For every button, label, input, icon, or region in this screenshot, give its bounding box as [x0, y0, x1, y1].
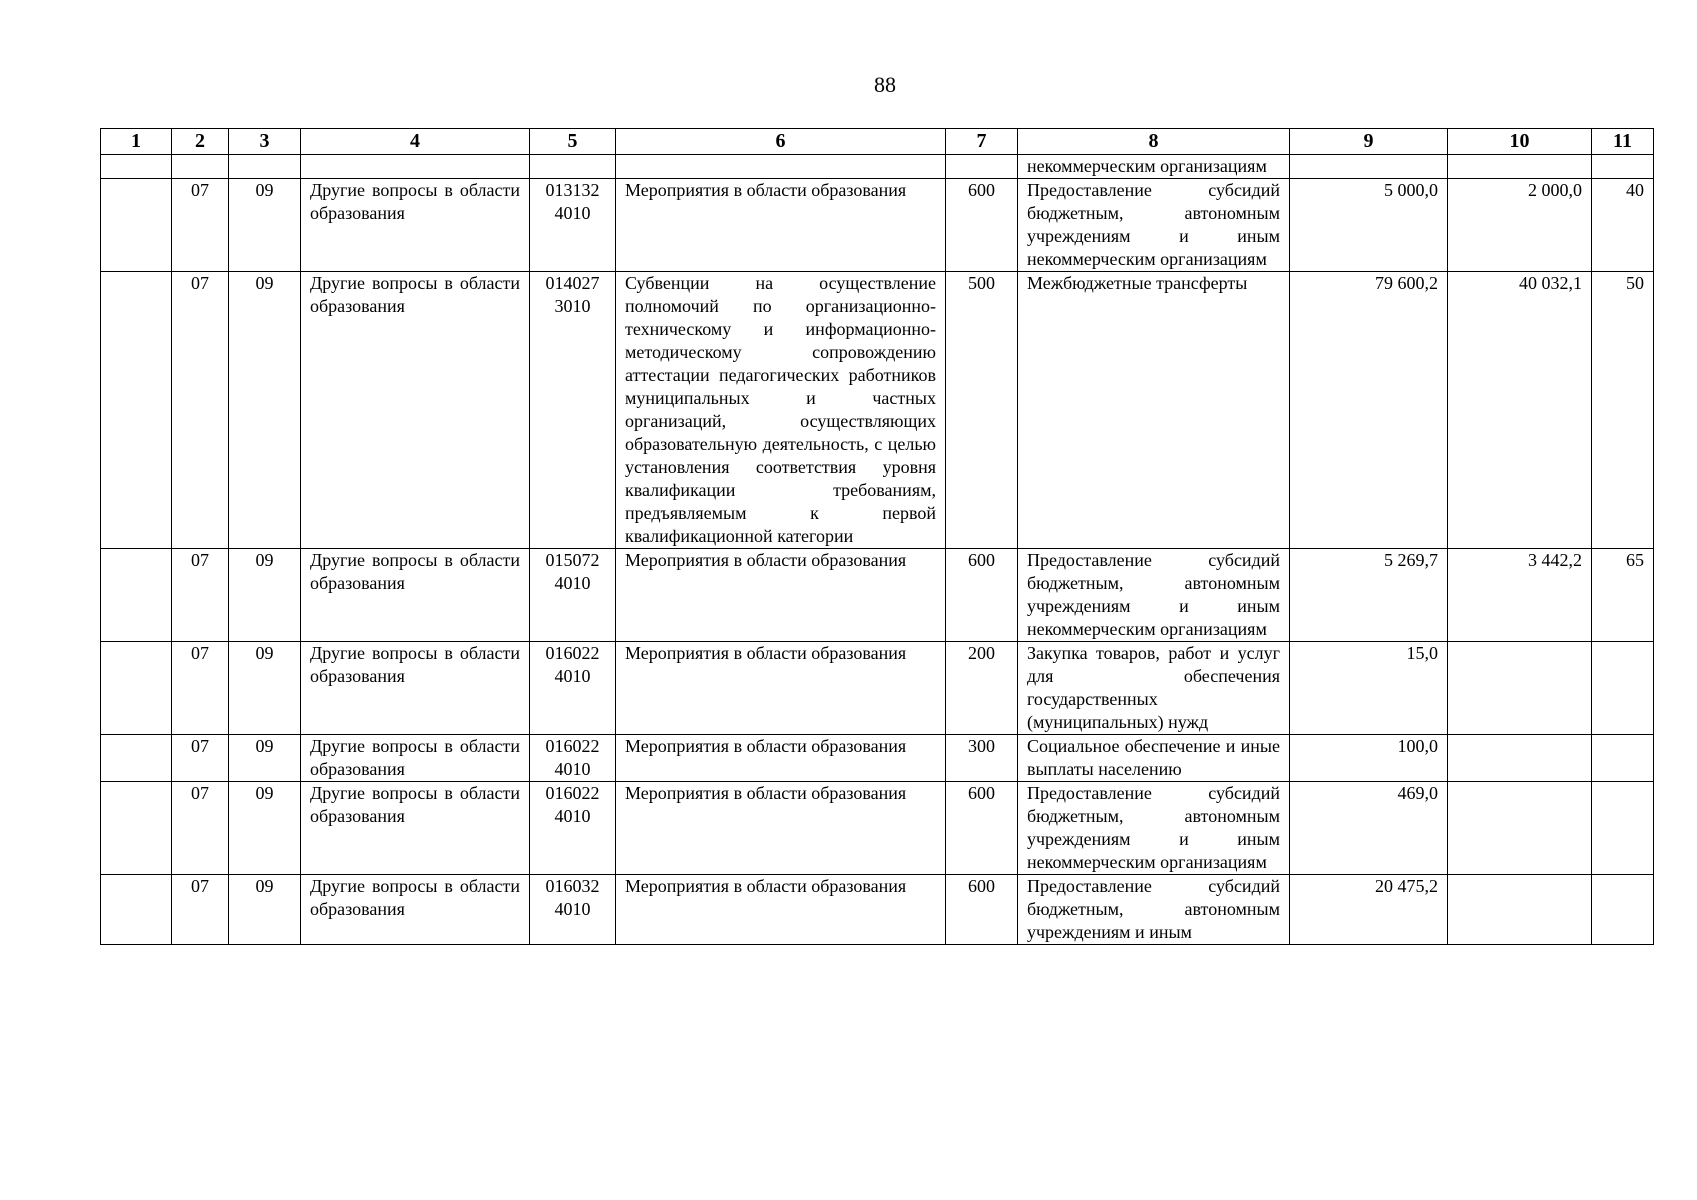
- cell-subsection-name: Другие вопросы в области образования: [301, 782, 530, 875]
- cell-percent-col11: 65: [1592, 549, 1654, 642]
- col-header-1: 1: [101, 129, 172, 155]
- cell-section: 07: [172, 735, 229, 782]
- cell-target-code: 013132 4010: [530, 179, 616, 272]
- cell-percent-col11: [1592, 642, 1654, 735]
- cell-expense-name: Предоставление субсидий бюджетным, автономным учреждениям и иным некоммерческим организациям: [1018, 782, 1290, 875]
- cell-section: 07: [172, 875, 229, 945]
- cell-subsection: 09: [229, 875, 301, 945]
- cell-target-name: Мероприятия в области образования: [616, 549, 946, 642]
- cell-subsection: 09: [229, 549, 301, 642]
- cell-subsection-name: [301, 155, 530, 179]
- cell-col1: [101, 782, 172, 875]
- table-row: [101, 179, 1654, 272]
- cell-section: 07: [172, 782, 229, 875]
- cell-amount-col9: 100,0: [1290, 735, 1448, 782]
- cell-expense-type: 600: [946, 782, 1018, 875]
- cell-percent-col11: [1592, 155, 1654, 179]
- cell-expense-name: Предоставление субсидий бюджетным, автономным учреждениям и иным некоммерческим организациям: [1018, 549, 1290, 642]
- cell-subsection: 09: [229, 782, 301, 875]
- table-row: [101, 155, 1654, 179]
- cell-percent-col11: 50: [1592, 272, 1654, 549]
- cell-target-name: Мероприятия в области образования: [616, 875, 946, 945]
- budget-table: [100, 128, 1654, 945]
- cell-amount-col10: [1448, 642, 1592, 735]
- cell-target-name: [616, 155, 946, 179]
- col-header-9: 9: [1290, 129, 1448, 155]
- col-header-6: 6: [616, 129, 946, 155]
- cell-expense-type: 500: [946, 272, 1018, 549]
- col-header-3: 3: [229, 129, 301, 155]
- cell-col1: [101, 875, 172, 945]
- cell-amount-col10: [1448, 875, 1592, 945]
- col-header-10: 10: [1448, 129, 1592, 155]
- cell-expense-name: Предоставление субсидий бюджетным, автономным учреждениям и иным: [1018, 875, 1290, 945]
- cell-target-name: Мероприятия в области образования: [616, 782, 946, 875]
- cell-percent-col11: [1592, 875, 1654, 945]
- table-body: [101, 155, 1654, 945]
- page-number: 88: [874, 72, 896, 97]
- cell-amount-col9: 20 475,2: [1290, 875, 1448, 945]
- cell-expense-type: 600: [946, 875, 1018, 945]
- col-header-7: 7: [946, 129, 1018, 155]
- cell-amount-col9: [1290, 155, 1448, 179]
- cell-target-code: 016022 4010: [530, 735, 616, 782]
- cell-section: 07: [172, 549, 229, 642]
- cell-expense-name: Социальное обеспечение и иные выплаты населению: [1018, 735, 1290, 782]
- cell-subsection: 09: [229, 735, 301, 782]
- cell-amount-col9: 79 600,2: [1290, 272, 1448, 549]
- cell-col1: [101, 272, 172, 549]
- cell-percent-col11: 40: [1592, 179, 1654, 272]
- cell-expense-type: 300: [946, 735, 1018, 782]
- cell-subsection-name: Другие вопросы в области образования: [301, 735, 530, 782]
- cell-target-code: 015072 4010: [530, 549, 616, 642]
- col-header-4: 4: [301, 129, 530, 155]
- cell-col1: [101, 179, 172, 272]
- cell-amount-col10: 2 000,0: [1448, 179, 1592, 272]
- cell-expense-type: 600: [946, 549, 1018, 642]
- cell-subsection: [229, 155, 301, 179]
- table-row: [101, 875, 1654, 945]
- cell-expense-name: Закупка товаров, работ и услуг для обеспечения государственных (муниципальных) нужд: [1018, 642, 1290, 735]
- cell-percent-col11: [1592, 782, 1654, 875]
- header-row: [101, 129, 1654, 155]
- col-header-8: 8: [1018, 129, 1290, 155]
- cell-amount-col9: 5 269,7: [1290, 549, 1448, 642]
- cell-subsection-name: Другие вопросы в области образования: [301, 549, 530, 642]
- cell-expense-name: некоммерческим организациям: [1018, 155, 1290, 179]
- cell-col1: [101, 642, 172, 735]
- cell-target-code: 014027 3010: [530, 272, 616, 549]
- cell-target-name: Субвенции на осуществление полномочий по организационно-техническому и информационно-методическому сопровождению аттестации педагогических работников муниципальных и частных организаций, осуществляющих образовательную деятельность, с целью установления соответствия уровня квалификации требованиям, предъявляемым к первой квалификационной категории: [616, 272, 946, 549]
- cell-amount-col10: [1448, 155, 1592, 179]
- cell-section: 07: [172, 179, 229, 272]
- cell-amount-col10: 3 442,2: [1448, 549, 1592, 642]
- table-row: [101, 272, 1654, 549]
- cell-amount-col9: 15,0: [1290, 642, 1448, 735]
- cell-expense-type: 600: [946, 179, 1018, 272]
- cell-amount-col10: [1448, 735, 1592, 782]
- cell-target-name: Мероприятия в области образования: [616, 179, 946, 272]
- cell-target-code: [530, 155, 616, 179]
- cell-target-name: Мероприятия в области образования: [616, 735, 946, 782]
- cell-target-code: 016022 4010: [530, 782, 616, 875]
- cell-subsection: 09: [229, 179, 301, 272]
- cell-subsection-name: Другие вопросы в области образования: [301, 272, 530, 549]
- cell-col1: [101, 155, 172, 179]
- cell-subsection-name: Другие вопросы в области образования: [301, 642, 530, 735]
- col-header-5: 5: [530, 129, 616, 155]
- cell-section: [172, 155, 229, 179]
- cell-target-code: 016032 4010: [530, 875, 616, 945]
- table-row: [101, 782, 1654, 875]
- cell-expense-name: Межбюджетные трансферты: [1018, 272, 1290, 549]
- cell-subsection-name: Другие вопросы в области образования: [301, 179, 530, 272]
- cell-amount-col10: 40 032,1: [1448, 272, 1592, 549]
- cell-percent-col11: [1592, 735, 1654, 782]
- cell-target-name: Мероприятия в области образования: [616, 642, 946, 735]
- cell-expense-type: [946, 155, 1018, 179]
- col-header-11: 11: [1592, 129, 1654, 155]
- table-row: [101, 642, 1654, 735]
- cell-col1: [101, 549, 172, 642]
- cell-section: 07: [172, 642, 229, 735]
- cell-subsection: 09: [229, 272, 301, 549]
- cell-expense-type: 200: [946, 642, 1018, 735]
- cell-section: 07: [172, 272, 229, 549]
- cell-subsection: 09: [229, 642, 301, 735]
- cell-col1: [101, 735, 172, 782]
- cell-target-code: 016022 4010: [530, 642, 616, 735]
- cell-amount-col9: 469,0: [1290, 782, 1448, 875]
- cell-amount-col10: [1448, 782, 1592, 875]
- cell-amount-col9: 5 000,0: [1290, 179, 1448, 272]
- cell-subsection-name: Другие вопросы в области образования: [301, 875, 530, 945]
- col-header-2: 2: [172, 129, 229, 155]
- table-row: [101, 735, 1654, 782]
- cell-expense-name: Предоставление субсидий бюджетным, автономным учреждениям и иным некоммерческим организациям: [1018, 179, 1290, 272]
- table-row: [101, 549, 1654, 642]
